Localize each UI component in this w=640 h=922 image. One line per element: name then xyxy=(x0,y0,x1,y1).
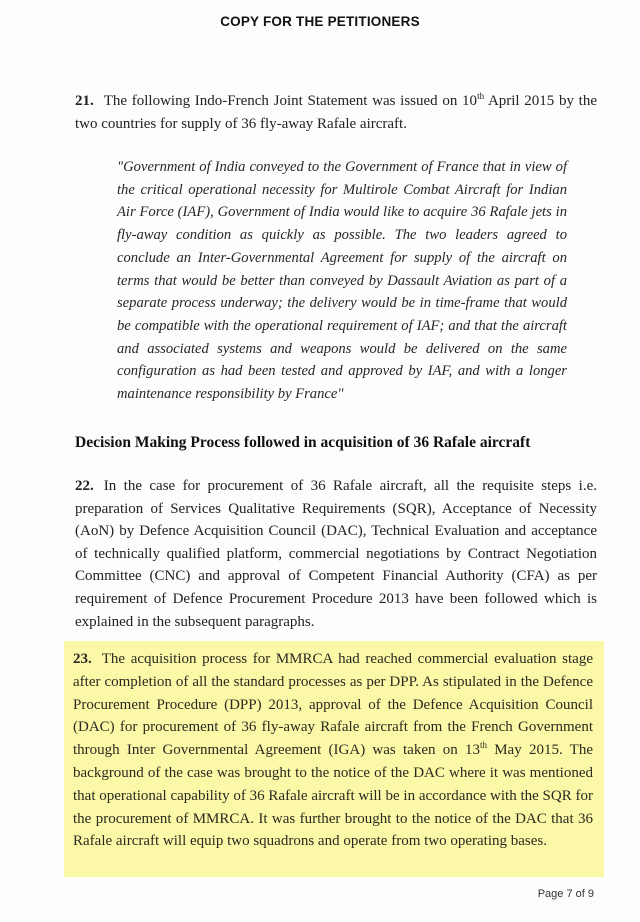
joint-statement-quote: "Government of India conveyed to the Government of France that in view of the critical operational necessity for Multirole Combat Aircraft for Indian Air Force (IAF), Government of India would like to acquire 36 Rafale jets in fly-away condition as quickly as possible. The two leaders agreed to conclude an Inter-Governmental Agreement for supply of the aircraft on terms that would be better than conveyed by Dassault Aviation as part of a separate process underway; the delivery would be in time-frame that would be compatible with the operational requirement of IAF; and that the aircraft and associated systems and weapons would be delivered on the same configuration as had been tested and approved by IAF, and with a longer maintenance responsibility by France" xyxy=(117,159,567,403)
paragraph-22 xyxy=(75,475,597,633)
section-heading: Decision Making Process followed in acquisition of 36 Rafale aircraft xyxy=(75,434,531,451)
paragraph-text-continued: April 2015 by the two countries for supply of 36 fly-away Rafale aircraft. xyxy=(75,93,597,132)
paragraph-text: The acquisition process for MMRCA had reached commercial evaluation stage after completion of all the standard processes as per DPP. As stipulated in the Defence Procurement Procedure (DPP) 2013, approval of the Defence Acquisition Council (DAC) for procurement of 36 fly-away Rafale aircraft from the French Government through Inter Governmental Agreement (IGA) was taken on 13 xyxy=(73,651,593,759)
paragraph-number: 23. xyxy=(73,651,92,667)
page-header: COPY FOR THE PETITIONERS xyxy=(220,14,420,29)
paragraph-text: In the case for procurement of 36 Rafale aircraft, all the requisite steps i.e. preparation of Services Qualitative Requirements (SQR), Acceptance of Necessity (AoN) by Defence Acquisition Council (DAC), Technical Evaluation and acceptance of technically qualified platform, commercial negotiations by Contract Negotiation Committee (CNC) and approval of Competent Financial Authority (CFA) as per requirement of Defence Procurement Procedure 2013 have been followed which is explained in the subsequent paragraphs. xyxy=(75,478,597,630)
paragraph-text: The following Indo-French Joint Statement was issued on 10 xyxy=(103,93,478,109)
ordinal-suffix: th xyxy=(479,740,487,751)
page-number: Page 7 of 9 xyxy=(537,888,594,900)
paragraph-number: 22. xyxy=(75,478,94,494)
paragraph-21 xyxy=(75,90,597,135)
paragraph-23 xyxy=(73,648,593,853)
paragraph-text-continued: May 2015. The background of the case was brought to the notice of the DAC where it was mentioned that operational capability of 36 Rafale aircraft will be in accordance with the SQR for the procurement of MMRCA. It was further brought to the notice of the DAC that 36 Rafale aircraft will equip two squadrons and operate from two operating bases. xyxy=(73,742,593,850)
paragraph-number: 21. xyxy=(75,93,94,109)
ordinal-suffix: th xyxy=(477,91,485,101)
